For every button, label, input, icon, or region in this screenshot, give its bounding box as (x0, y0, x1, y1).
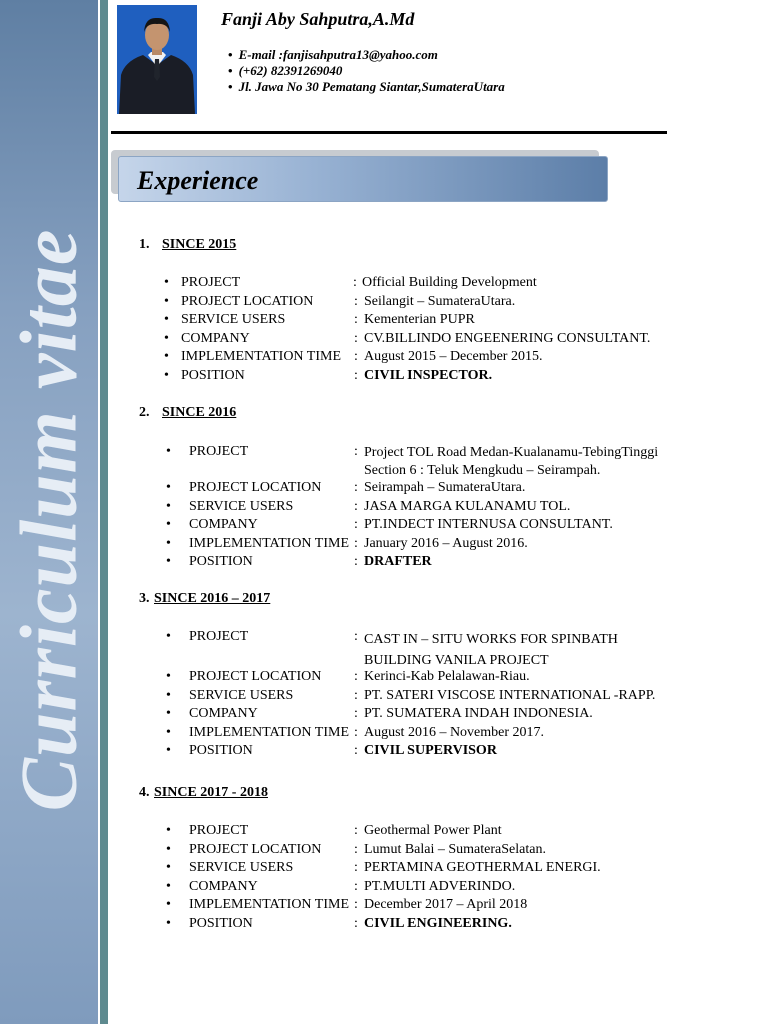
experience-heading (139, 591, 699, 609)
detail-value: Geothermal Power Plant (364, 823, 502, 838)
detail-value: August 2015 – December 2015. (364, 349, 543, 365)
experience-number: 1. (139, 237, 150, 252)
detail-value: January 2016 – August 2016. (364, 535, 528, 551)
detail-key: PROJECT LOCATION (189, 841, 322, 857)
experience-heading (139, 785, 699, 803)
experience-number: 3. (139, 591, 150, 606)
detail-key: POSITION (189, 915, 253, 931)
detail-key: IMPLEMENTATION TIME (189, 535, 349, 551)
detail-key: PROJECT (189, 444, 249, 459)
experience-block-1 (139, 237, 699, 387)
detail-value: Project TOL Road Medan-Kualanamu-TebingTinggi Section 6 : Teluk Mengkudu – Seirampah. (364, 445, 659, 478)
header-divider (111, 131, 667, 134)
detail-key: IMPLEMENTATION TIME (189, 897, 349, 913)
candidate-name: Fanji Aby Sahputra,A.Md (221, 9, 415, 29)
experience-heading (139, 237, 699, 255)
detail-value: CV.BILLINDO ENGEENERING CONSULTANT. (364, 330, 651, 346)
detail-row: • PROJECT : CAST IN – SITU WORKS FOR SPINBATH BUILDING VANILA PROJECT (139, 629, 699, 669)
detail-key: COMPANY (189, 706, 258, 722)
detail-key: SERVICE USERS (189, 860, 294, 876)
detail-row: • POSITION : CIVIL INSPECTOR. (164, 367, 493, 383)
detail-row: • SERVICE USERS : Kementerian PUPR (164, 312, 475, 328)
detail-row: • IMPLEMENTATION TIME : August 2015 – December 2015. (164, 349, 543, 365)
experience-period: SINCE 2016 (162, 405, 237, 420)
experience-block-2 (139, 405, 699, 573)
detail-row: • POSITION : CIVIL SUPERVISOR (166, 743, 497, 759)
experience-period: SINCE 2017 - 2018 (154, 785, 268, 800)
detail-key: COMPANY (181, 330, 250, 346)
detail-key: COMPANY (189, 878, 258, 894)
detail-row: • IMPLEMENTATION TIME : December 2017 – April 2018 (166, 897, 528, 913)
detail-key: IMPLEMENTATION TIME (181, 349, 341, 365)
section-title: Experience (137, 166, 259, 195)
contact-phone: • (+62) 82391269040 (228, 63, 505, 79)
detail-row: • PROJECT LOCATION : Seilangit – SumateraUtara. (164, 293, 516, 309)
detail-key: SERVICE USERS (189, 498, 294, 514)
detail-row: • SERVICE USERS : PERTAMINA GEOTHERMAL ENERGI. (166, 860, 601, 876)
detail-value: Official Building Development (362, 275, 537, 290)
detail-row: • POSITION : DRAFTER (166, 554, 432, 570)
detail-key: SERVICE USERS (181, 312, 286, 328)
detail-row: • POSITION : CIVIL ENGINEERING. (166, 915, 512, 931)
detail-key: PROJECT (189, 629, 249, 644)
detail-row: • PROJECT : Project TOL Road Medan-Kualanamu-TebingTinggi Section 6 : Teluk Mengkudu – Seirampah. (139, 444, 699, 480)
contact-email: • E-mail :fanjisahputra13@yahoo.com (228, 47, 505, 63)
detail-row: • IMPLEMENTATION TIME : January 2016 – August 2016. (166, 535, 528, 551)
detail-value: PERTAMINA GEOTHERMAL ENERGI. (364, 860, 601, 876)
detail-value: August 2016 – November 2017. (364, 724, 545, 740)
detail-key: IMPLEMENTATION TIME (189, 724, 349, 740)
experience-period: SINCE 2016 – 2017 (154, 591, 271, 606)
detail-value: CIVIL INSPECTOR. (364, 367, 493, 383)
detail-key: PROJECT LOCATION (189, 669, 322, 684)
experience-heading (139, 405, 699, 423)
detail-value: PT.MULTI ADVERINDO. (364, 878, 516, 894)
experience-period: SINCE 2015 (162, 237, 237, 252)
detail-row: • SERVICE USERS : PT. SATERI VISCOSE INTERNATIONAL -RAPP. (166, 687, 656, 703)
detail-key: POSITION (189, 554, 253, 570)
detail-key: POSITION (189, 743, 253, 759)
detail-value: Lumut Balai – SumateraSelatan. (364, 841, 546, 857)
experience-number: 2. (139, 405, 150, 420)
detail-key: PROJECT LOCATION (189, 480, 322, 495)
profile-photo (117, 5, 197, 114)
detail-value: JASA MARGA KULANAMU TOL. (364, 498, 571, 514)
detail-value: CIVIL SUPERVISOR (364, 743, 497, 759)
detail-value: Seirampah – SumateraUtara. (364, 480, 526, 495)
section-header (111, 150, 607, 202)
sidebar-title: Curriculum vitae (5, 228, 94, 812)
detail-key: PROJECT (181, 275, 241, 290)
detail-value: CAST IN – SITU WORKS FOR SPINBATH BUILDING VANILA PROJECT (364, 632, 618, 668)
experience-number: 4. (139, 785, 150, 800)
detail-key: PROJECT LOCATION (181, 293, 314, 309)
detail-value: CIVIL ENGINEERING. (364, 915, 512, 931)
detail-row: • IMPLEMENTATION TIME : August 2016 – November 2017. (166, 724, 545, 740)
detail-row: • PROJECT : Geothermal Power Plant (166, 823, 502, 838)
experience-block-4 (139, 785, 699, 935)
detail-value: PT. SATERI VISCOSE INTERNATIONAL -RAPP. (364, 687, 656, 703)
detail-value: PT.INDECT INTERNUSA CONSULTANT. (364, 517, 613, 533)
detail-value: DRAFTER (364, 554, 432, 570)
detail-key: POSITION (181, 367, 245, 383)
detail-row: • PROJECT LOCATION : Kerinci-Kab Pelalawan-Riau. (166, 669, 530, 684)
detail-row: • COMPANY : PT.INDECT INTERNUSA CONSULTANT. (166, 517, 613, 533)
detail-key: PROJECT (189, 823, 249, 838)
detail-row: • PROJECT : Official Building Development (164, 275, 537, 290)
experience-block-3 (139, 591, 699, 762)
detail-row: • PROJECT LOCATION : Seirampah – SumateraUtara. (166, 480, 526, 495)
detail-row: • COMPANY : PT.MULTI ADVERINDO. (166, 878, 516, 894)
detail-value: Seilangit – SumateraUtara. (364, 293, 516, 309)
sidebar-band (0, 0, 98, 1024)
detail-value: December 2017 – April 2018 (364, 897, 528, 913)
detail-value: PT. SUMATERA INDAH INDONESIA. (364, 706, 593, 722)
detail-row: • SERVICE USERS : JASA MARGA KULANAMU TOL. (166, 498, 571, 514)
detail-row: • COMPANY : PT. SUMATERA INDAH INDONESIA. (166, 706, 593, 722)
detail-key: SERVICE USERS (189, 687, 294, 703)
section-header-bar (118, 156, 608, 202)
detail-value: Kementerian PUPR (364, 312, 475, 328)
contact-list (228, 47, 505, 95)
contact-address: • Jl. Jawa No 30 Pematang Siantar,SumateraUtara (228, 79, 505, 95)
detail-row: • COMPANY : CV.BILLINDO ENGEENERING CONSULTANT. (164, 330, 651, 346)
detail-key: COMPANY (189, 517, 258, 533)
sidebar-stripe (100, 0, 108, 1024)
detail-row: • PROJECT LOCATION : Lumut Balai – SumateraSelatan. (166, 841, 546, 857)
detail-value: Kerinci-Kab Pelalawan-Riau. (364, 669, 530, 684)
